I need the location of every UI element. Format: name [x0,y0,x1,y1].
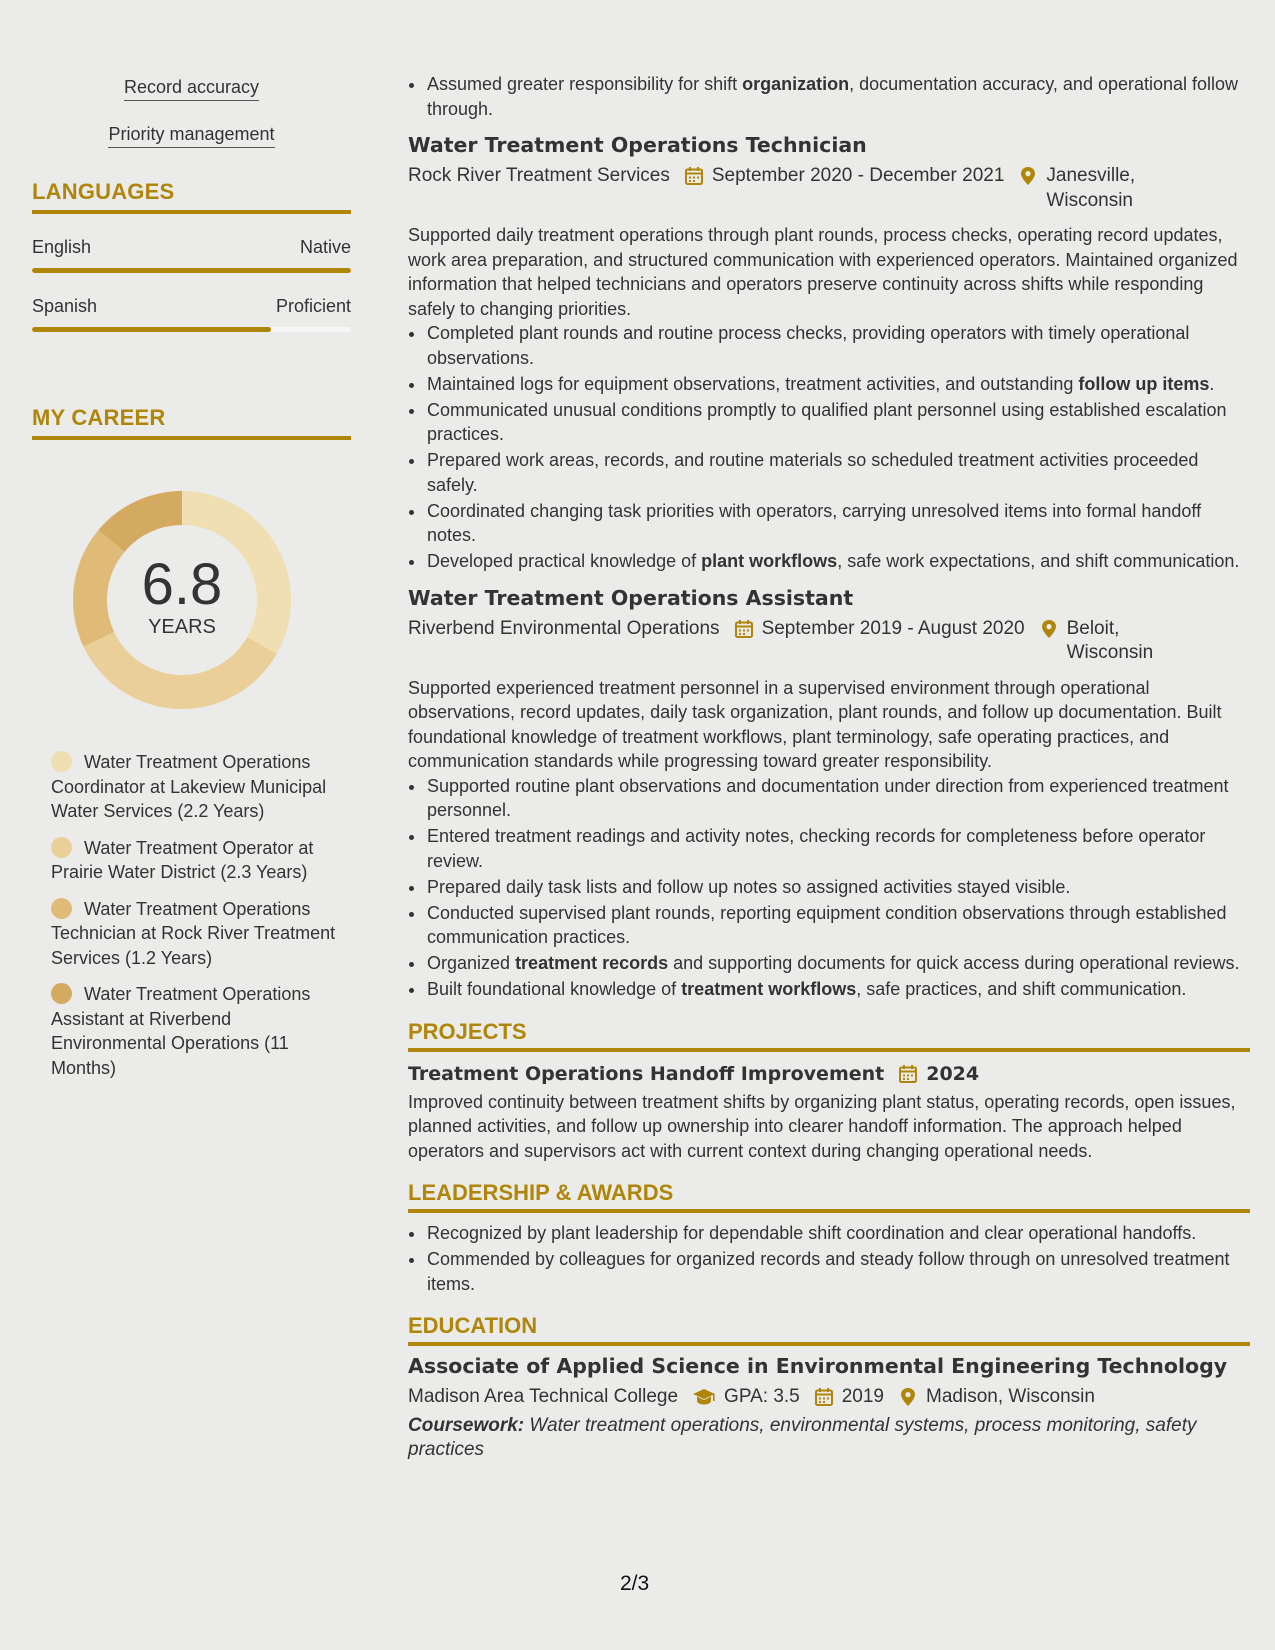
bullet-item: • Supported routine plant observations and documentation under direction from experienced treatment personnel. [426,774,1250,823]
skill-tags [32,72,351,166]
career-legend [51,750,341,1080]
leadership-list [408,1221,1250,1296]
job-location: Janesville, Wisconsin [1046,165,1136,211]
bullet-item: • Prepared work areas, records, and routine materials so scheduled treatment activities proceeded safely. [426,448,1250,497]
job-summary: Supported daily treatment operations through plant rounds, process checks, operating record updates, work area preparation, and structured communication with experienced operators. Maintained organized information that helped technicians and operators preserve continuity across shifts while responding safely to changing priorities. [408,225,1238,319]
sidebar [32,72,351,1092]
location-pin-icon [1039,619,1059,639]
career-donut [62,480,302,720]
degree-title: Associate of Applied Science in Environmental Engineering Technology [408,1354,1228,1378]
bullet-item: • Developed practical knowledge of plant workflows, safe work expectations, and shift communication. [426,549,1250,574]
job-entry [408,131,1250,574]
project-title: Treatment Operations Handoff Improvement [408,1062,885,1085]
bullet-item: • Commended by colleagues for organized records and steady follow through on unresolved treatment items. [426,1247,1250,1296]
job-company: Rock River Treatment Services [408,165,670,186]
bullet-item: • Conducted supervised plant rounds, reporting equipment condition observations through established communication practices. [426,901,1250,950]
job-meta [408,617,1250,666]
language-level: Native [299,237,351,257]
job-meta [408,164,1250,213]
page-number: 2/3 [620,1572,650,1595]
languages-heading: LANGUAGES [32,178,351,214]
bullet-item: • Maintained logs for equipment observations, treatment activities, and outstanding follow up items. [426,372,1250,397]
skill-tag: Record accuracy [124,72,259,101]
bullet-item: • Prepared daily task lists and follow up notes so assigned activities stayed visible. [426,875,1250,900]
language-bar [32,268,351,273]
graduation-year: 2019 [841,1386,885,1407]
job-company: Riverbend Environmental Operations [408,617,720,639]
legend-item [51,982,341,1080]
language-item [32,236,351,273]
legend-label: Water Treatment Operations Assistant at Riverbend Environmental Operations (11 Months) [51,984,311,1078]
gpa: GPA: 3.5 [724,1386,800,1407]
career-total-unit: YEARS [148,616,216,638]
coursework [408,1414,1250,1463]
legend-dot [51,898,72,919]
bullet-item: • Organized treatment records and supporting documents for quick access during operational reviews. [426,951,1250,976]
education-heading: EDUCATION [408,1312,1250,1346]
legend-item [51,750,341,824]
bullet-item: • Coordinated changing task priorities with operators, carrying unresolved items into formal handoff notes. [426,499,1250,548]
language-name: Spanish [32,296,98,316]
legend-label: Water Treatment Operations Coordinator at Lakeview Municipal Water Services (2.2 Years) [51,752,327,821]
legend-item [51,897,341,971]
legend-label: Water Treatment Operations Technician at Rock River Treatment Services (1.2 Years) [51,898,336,968]
bullet-item: • Completed plant rounds and routine process checks, providing operators with timely operational observations. [426,321,1250,370]
legend-label: Water Treatment Operator at Prairie Water District (2.3 Years) [51,837,314,882]
coursework-label: Coursework: [408,1414,525,1436]
project-year: 2024 [926,1062,980,1085]
bullet-item: • Built foundational knowledge of treatment workflows, safe practices, and shift communication. [426,977,1250,1002]
language-item [32,295,351,332]
previous-job-bullets [408,72,1250,121]
job-title: Water Treatment Operations Assistant [408,585,854,610]
job-title: Water Treatment Operations Technician [408,133,867,157]
job-location: Beloit, Wisconsin [1066,617,1154,663]
education-entry [408,1352,1250,1463]
bullet-item: • Entered treatment readings and activity notes, checking records for completeness before operator review. [426,824,1250,873]
location-pin-icon [898,1387,918,1407]
school-name: Madison Area Technical College [408,1386,679,1407]
graduation-cap-icon [692,1387,716,1407]
skill-tag: Priority management [108,119,274,148]
education-meta [408,1385,1250,1410]
job-entry [408,584,1250,1002]
school-location: Madison, Wisconsin [926,1386,1095,1407]
calendar-icon [898,1064,918,1084]
job-bullets [408,774,1250,1002]
location-pin-icon [1018,166,1038,186]
language-bar [32,327,351,332]
calendar-icon [734,619,754,639]
language-bar-fill [32,268,351,273]
language-name: English [32,237,92,257]
bullet-item: • Assumed greater responsibility for shift organization, documentation accuracy, and operational follow through. [426,72,1250,121]
project-entry [408,1060,1250,1164]
job-dates: September 2020 - December 2021 [711,165,1005,186]
coursework-text: Water treatment operations, environmental systems, process monitoring, safety practices [408,1414,1197,1460]
main-content [408,72,1250,1463]
legend-item [51,836,341,885]
language-level: Proficient [275,296,351,316]
calendar-icon [814,1387,834,1407]
projects-heading: PROJECTS [408,1018,1250,1052]
bullet-item: • Communicated unusual conditions promptly to qualified plant personnel using established escalation practices. [426,398,1250,447]
legend-dot [51,983,72,1004]
job-dates: September 2019 - August 2020 [761,617,1025,639]
job-summary: Supported experienced treatment personnel in a supervised environment through operational observations, record updates, daily task organization, plant rounds, and follow up documentation. Built foundational knowledge of treatment workflows, plant terminology, safe operating practices, and communication standards while progressing toward greater responsibility. [408,677,1222,771]
career-total-years: 6.8 [141,552,223,617]
legend-dot [51,837,72,858]
bullet-item: • Recognized by plant leadership for dependable shift coordination and clear operational handoffs. [426,1221,1250,1246]
career-heading: MY CAREER [32,404,351,440]
project-description: Improved continuity between treatment shifts by organizing plant status, operating records, open issues, planned activities, and follow up ownership into clearer handoff information. The approach helped operators and supervisors act with current context during changing operational needs. [408,1091,1236,1161]
language-bar-fill [32,327,271,332]
legend-dot [51,751,72,772]
calendar-icon [684,166,704,186]
leadership-heading: LEADERSHIP & AWARDS [408,1179,1250,1213]
job-bullets [408,321,1250,574]
